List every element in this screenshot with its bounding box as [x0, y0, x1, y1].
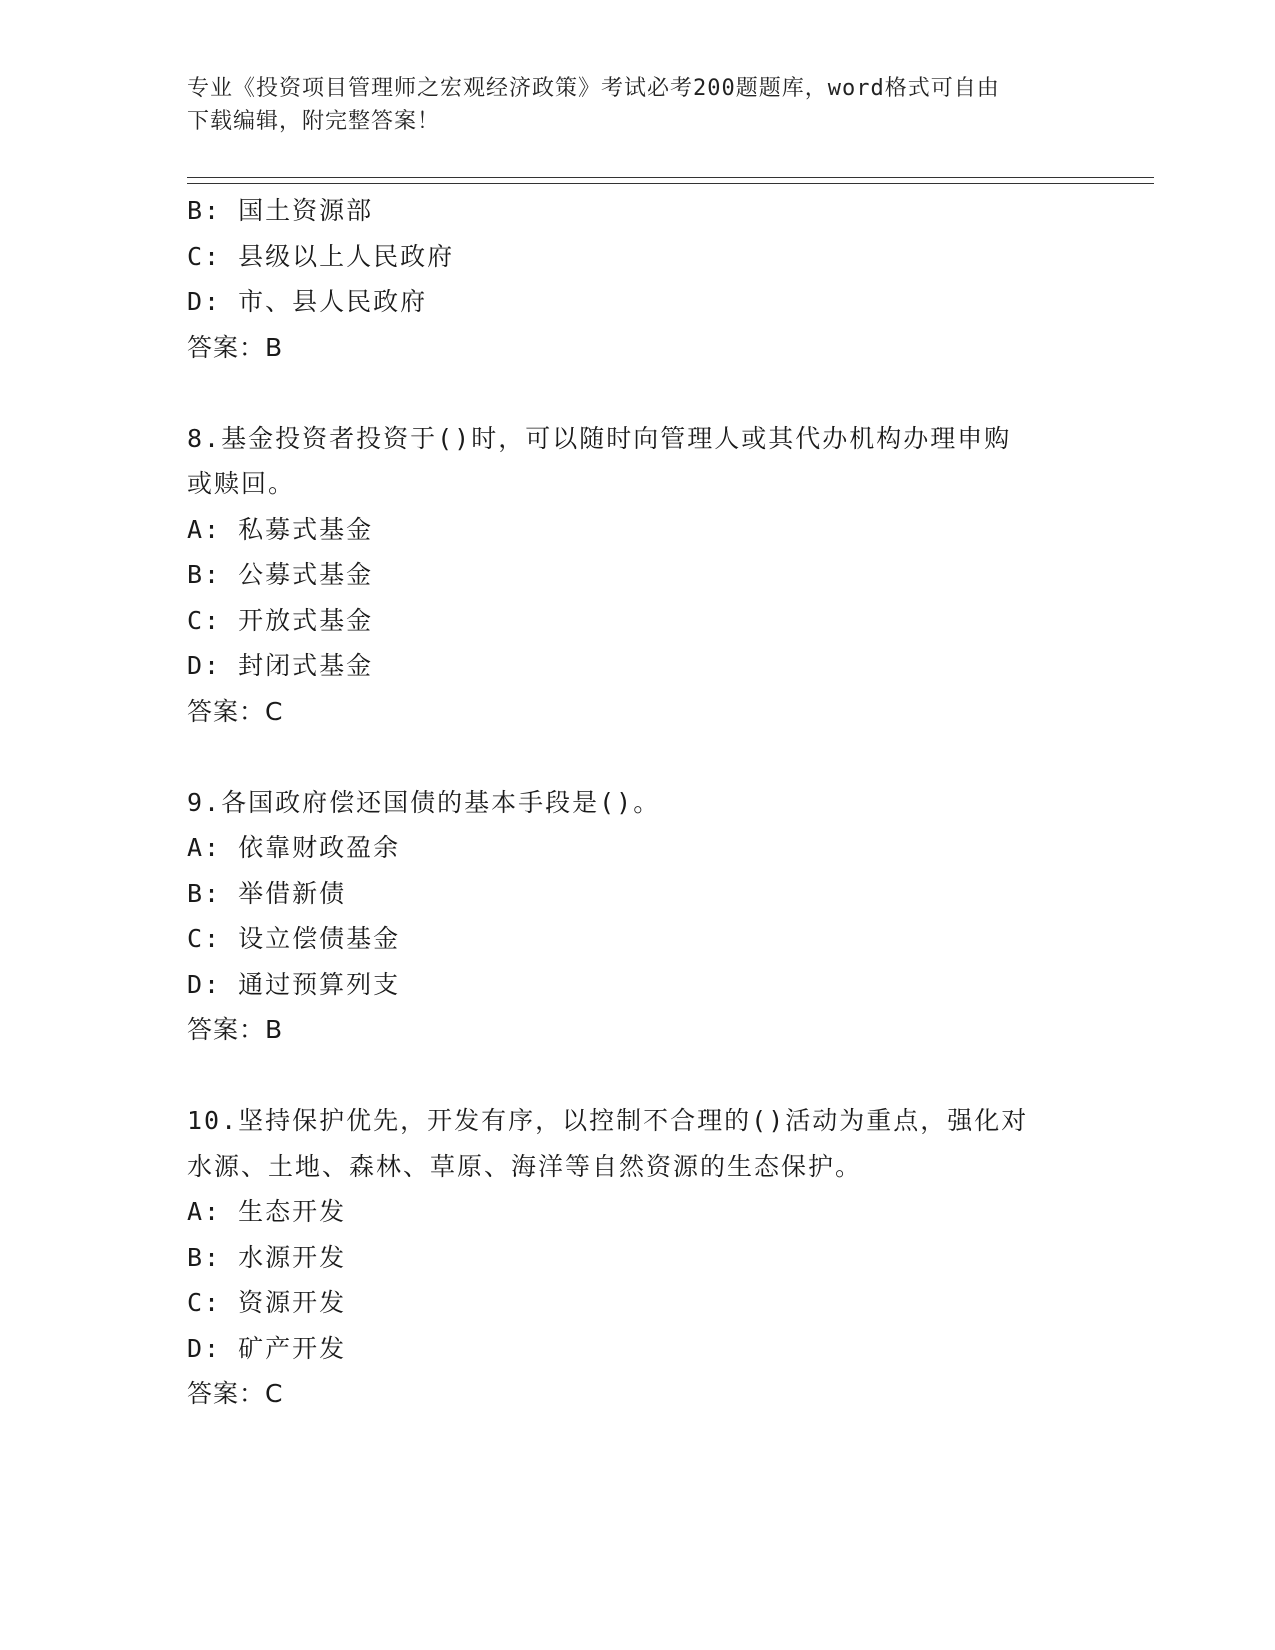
- option-d: D: 封闭式基金: [187, 651, 374, 680]
- question-stem-line: 水源、土地、森林、草原、海洋等自然资源的生态保护。: [187, 1151, 863, 1181]
- page-header: [187, 72, 1087, 138]
- option-b: B: 国土资源部: [187, 196, 374, 225]
- answer: 答案：B: [187, 1015, 284, 1044]
- spacer: [187, 734, 1087, 780]
- question-8: [187, 416, 1087, 735]
- option-c: C: 县级以上人民政府: [187, 241, 455, 271]
- option-c: C: 开放式基金: [187, 605, 374, 635]
- question-9: [187, 780, 1087, 1053]
- spacer: [187, 1053, 1087, 1099]
- question-content: [187, 188, 1087, 1417]
- question-7-continuation: [187, 188, 1087, 370]
- option-a: A: 生态开发: [187, 1197, 347, 1226]
- option-c: C: 设立偿债基金: [187, 924, 401, 953]
- question-stem-line: 10.坚持保护优先，开发有序，以控制不合理的()活动为重点，强化对: [187, 1106, 1029, 1135]
- question-stem-line: 9.各国政府偿还国债的基本手段是()。: [187, 787, 661, 817]
- answer: 答案：C: [187, 696, 284, 726]
- answer: 答案：B: [187, 332, 284, 362]
- option-a: A: 私募式基金: [187, 514, 374, 544]
- header-line-2: 下载编辑，附完整答案！: [187, 109, 441, 134]
- option-a: A: 依靠财政盈余: [187, 833, 401, 862]
- option-d: D: 市、县人民政府: [187, 287, 428, 316]
- option-d: D: 通过预算列支: [187, 969, 401, 999]
- spacer: [187, 370, 1087, 416]
- header-line-1: 专业《投资项目管理师之宏观经济政策》考试必考200题题库，word格式可自由: [187, 76, 1000, 101]
- answer: 答案：C: [187, 1379, 284, 1408]
- header-divider: [187, 177, 1154, 184]
- question-stem-line: 或赎回。: [187, 469, 296, 498]
- option-b: B: 举借新债: [187, 878, 347, 908]
- option-b: B: 水源开发: [187, 1242, 347, 1272]
- question-10: [187, 1098, 1087, 1417]
- question-stem-line: 8.基金投资者投资于()时，可以随时向管理人或其代办机构办理申购: [187, 423, 1012, 453]
- option-c: C: 资源开发: [187, 1288, 347, 1317]
- option-b: B: 公募式基金: [187, 560, 374, 589]
- option-d: D: 矿产开发: [187, 1333, 347, 1363]
